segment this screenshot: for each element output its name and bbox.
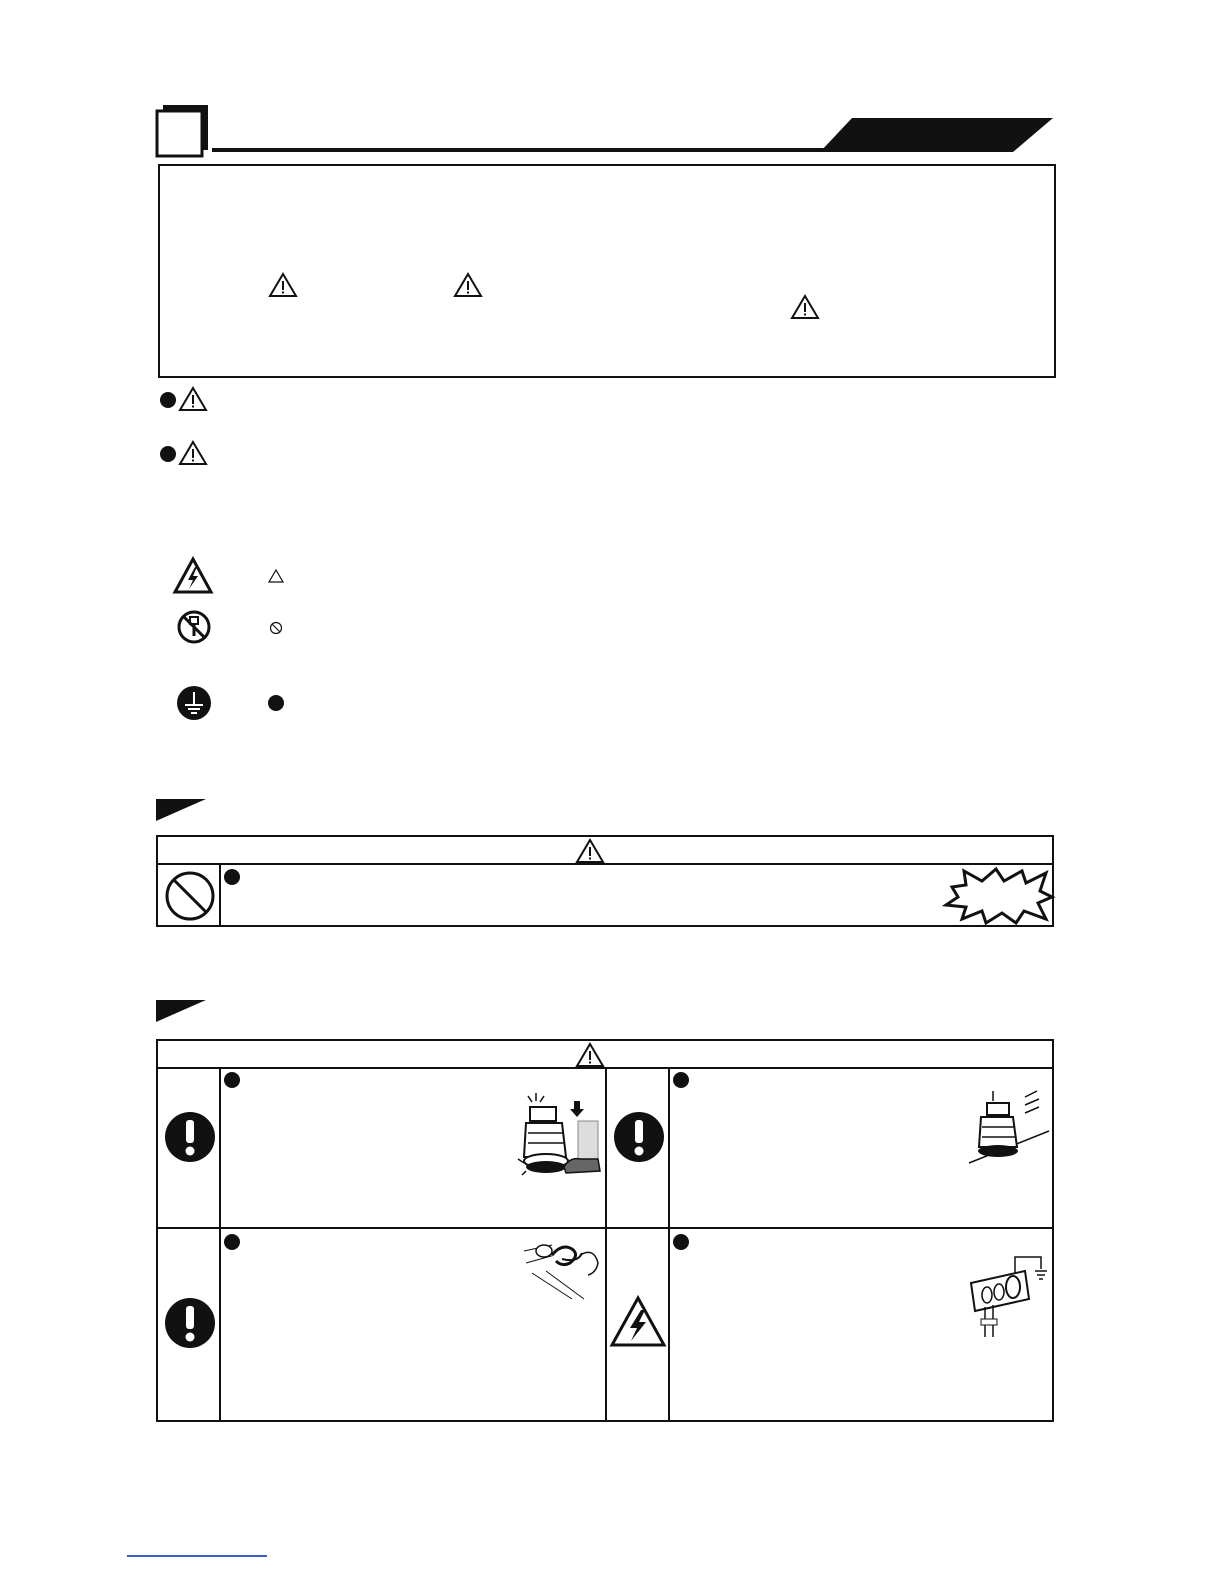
warning-triangle-icon bbox=[178, 386, 208, 412]
warning-table bbox=[156, 835, 1054, 927]
divider bbox=[219, 863, 221, 925]
bullet-icon bbox=[224, 1072, 240, 1088]
warning-cell bbox=[607, 1229, 1052, 1420]
bullet-icon bbox=[673, 1234, 689, 1250]
caution-triangle-icon bbox=[178, 440, 208, 466]
legend-item bbox=[170, 607, 1050, 651]
ground-icon bbox=[176, 685, 212, 721]
heading-tab-icon bbox=[156, 996, 208, 1022]
bullet-icon bbox=[160, 392, 176, 408]
table-header bbox=[158, 837, 1052, 863]
electric-shock-icon bbox=[609, 1295, 667, 1349]
legend-item bbox=[170, 683, 1050, 727]
note-item bbox=[158, 440, 1056, 470]
warning-cell bbox=[158, 1229, 605, 1420]
warning-cell bbox=[607, 1069, 1052, 1227]
legend bbox=[170, 555, 1050, 725]
heading-tab-icon bbox=[156, 795, 208, 821]
footer-link[interactable] bbox=[127, 1555, 267, 1557]
electric-shock-icon bbox=[173, 557, 213, 595]
grounded-outlet-illustration bbox=[967, 1249, 1053, 1341]
divider bbox=[158, 863, 1052, 865]
note-item bbox=[158, 386, 1056, 416]
cable-hook-illustration bbox=[522, 1233, 602, 1303]
bullet-icon bbox=[673, 1072, 689, 1088]
prohibition-icon bbox=[164, 870, 216, 922]
legend-item bbox=[170, 555, 1050, 599]
table-header bbox=[158, 1041, 1052, 1067]
filled-circle-icon bbox=[268, 695, 284, 711]
section-header bbox=[155, 100, 1055, 160]
mandatory-action-icon bbox=[164, 1111, 216, 1163]
warning-triangle-icon bbox=[268, 272, 298, 298]
warning-triangle-icon bbox=[575, 1042, 605, 1068]
section-heading bbox=[156, 996, 1056, 1026]
bullet-icon bbox=[160, 446, 176, 462]
warning-triangle-icon bbox=[575, 838, 605, 864]
section-number bbox=[157, 111, 202, 156]
pump-and-boot-illustration bbox=[518, 1087, 604, 1187]
caution-triangle-icon bbox=[453, 272, 483, 298]
intro-box bbox=[158, 164, 1056, 378]
warning-table bbox=[156, 1039, 1054, 1422]
mandatory-action-icon bbox=[164, 1297, 216, 1349]
warning-triangle-icon bbox=[790, 294, 820, 320]
warning-cell bbox=[158, 1069, 605, 1227]
section-heading bbox=[156, 795, 1056, 825]
bullet-icon bbox=[224, 1234, 240, 1250]
triangle-icon bbox=[268, 569, 284, 583]
bullet-icon bbox=[224, 869, 240, 885]
no-disassemble-icon bbox=[176, 609, 212, 645]
pump-on-slope-illustration bbox=[965, 1087, 1051, 1167]
mandatory-action-icon bbox=[613, 1111, 665, 1163]
header-graphic bbox=[155, 100, 1055, 160]
explosion-burst-icon bbox=[942, 865, 1054, 925]
prohibition-icon bbox=[269, 621, 283, 635]
